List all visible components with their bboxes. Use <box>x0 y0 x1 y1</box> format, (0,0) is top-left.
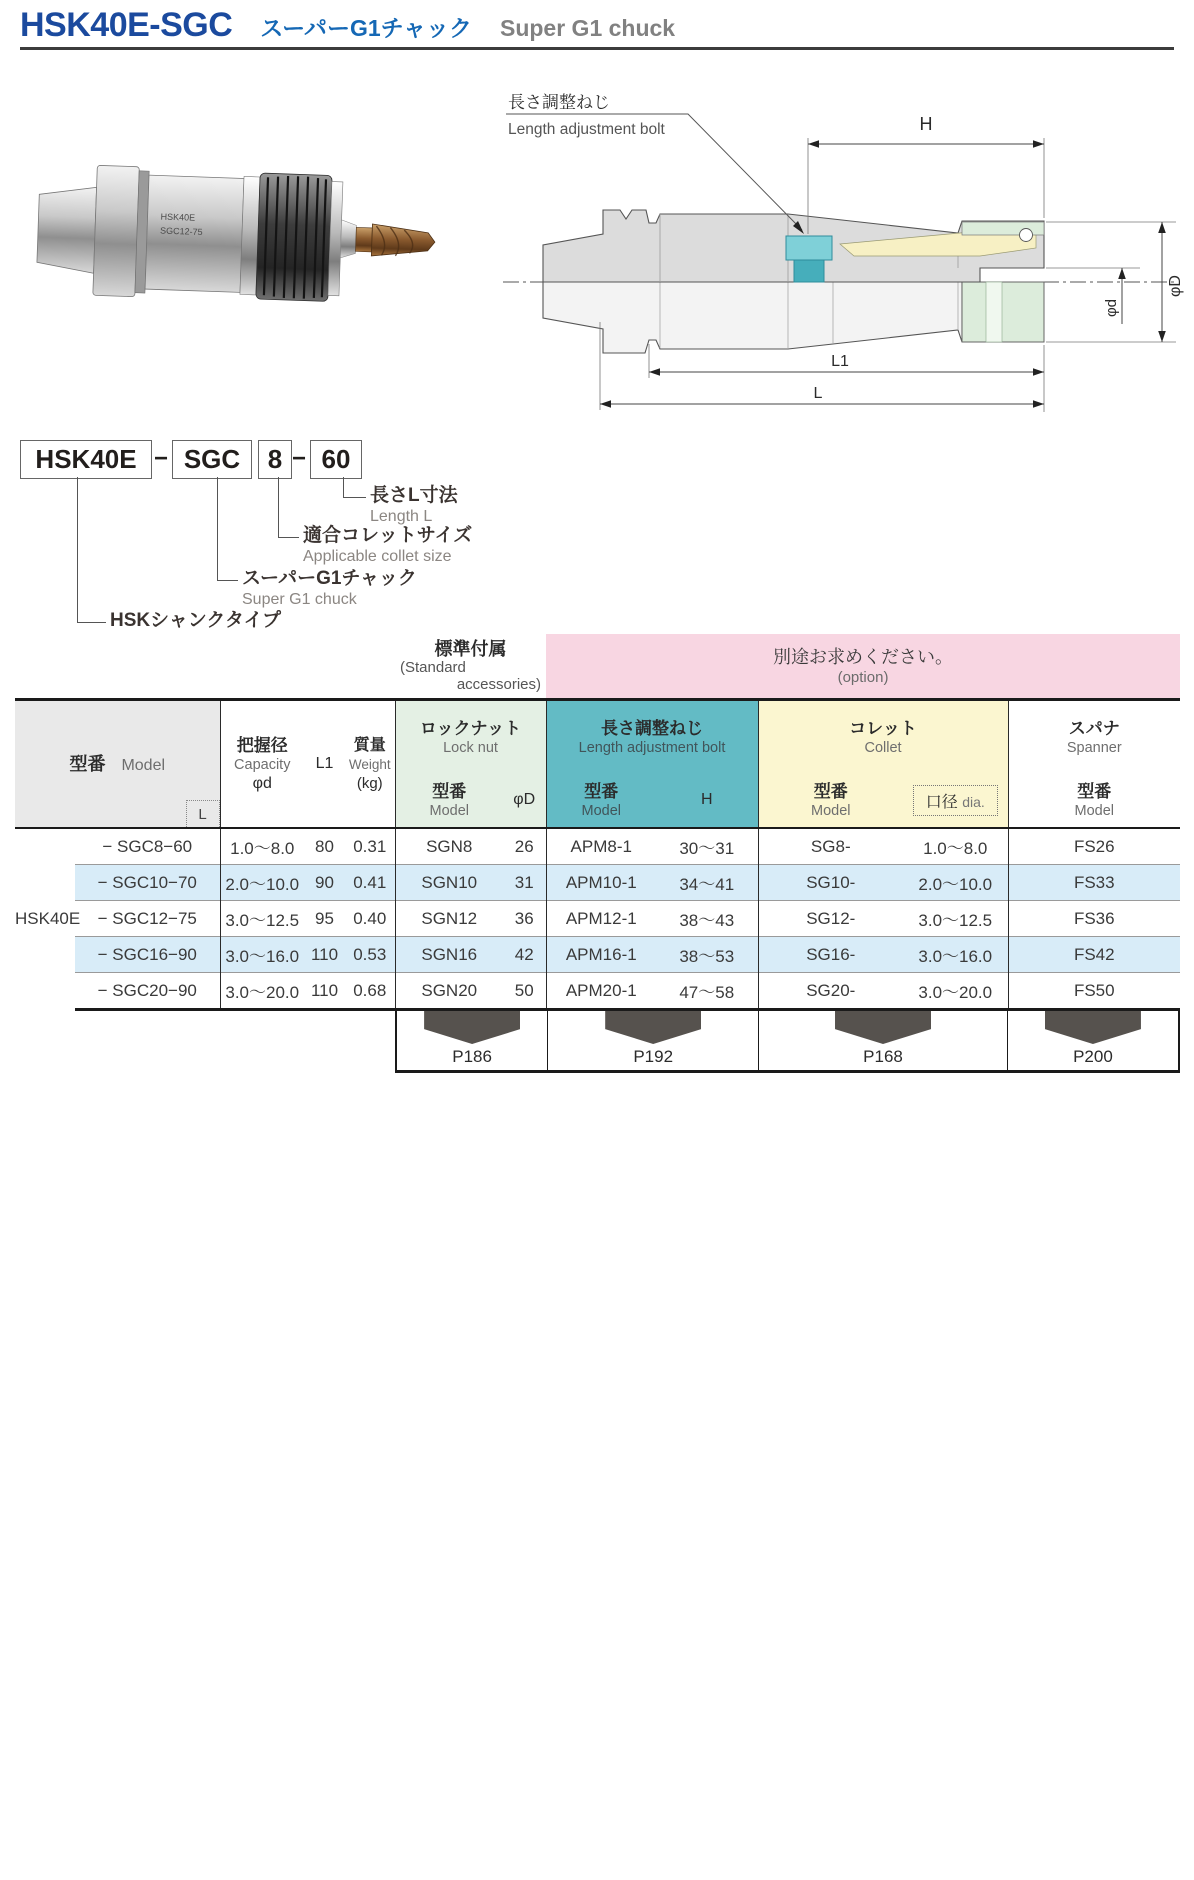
page-title <box>20 6 675 45</box>
l1-header: L1 <box>315 755 334 772</box>
phiD-cell: 26 <box>503 828 546 865</box>
h-cell: 47～58 <box>656 973 758 1010</box>
phiD-cell: 50 <box>503 973 546 1010</box>
l1-cell: 95 <box>304 901 345 937</box>
group-header-adjust-bolt <box>546 700 758 774</box>
collet-header-en: Collet <box>864 739 902 756</box>
dia-cell: 3.0～12.5 <box>903 901 1008 937</box>
order-separator-2: − <box>291 444 306 472</box>
model-cell: − SGC8−60 <box>75 828 220 865</box>
group-header-row <box>15 700 1180 774</box>
capacity-cell: 3.0～16.0 <box>220 937 304 973</box>
adjust-cell: APM10-1 <box>546 865 656 901</box>
capacity-cell: 2.0～10.0 <box>220 865 304 901</box>
weight-cell: 0.53 <box>345 937 395 973</box>
h-sub-label: H <box>700 791 713 808</box>
table-row <box>15 901 1180 937</box>
page-title-en: Super G1 chuck <box>499 15 676 41</box>
dia-cell: 1.0～8.0 <box>903 828 1008 865</box>
model-header-L-tag: L <box>186 800 220 827</box>
dim-L: L <box>813 385 823 402</box>
h-cell: 38～53 <box>656 937 758 973</box>
dia-tag <box>913 785 998 816</box>
dim-phiD: φD <box>1167 275 1184 297</box>
capacity-header-jp: 把握径 <box>236 735 288 755</box>
callout-length-en: Length L <box>370 508 433 525</box>
adjust-cell: APM12-1 <box>546 901 656 937</box>
spanner-sub-en: Model <box>1074 802 1115 819</box>
adjust-header-jp: 長さ調整ねじ <box>601 718 704 738</box>
model-header-en: Model <box>121 756 166 774</box>
callout-length <box>370 485 458 527</box>
collet-sub-jp: 型番 <box>813 781 848 801</box>
table-row <box>15 937 1180 973</box>
capacity-cell: 3.0～20.0 <box>220 973 304 1010</box>
adjust-cell: APM16-1 <box>546 937 656 973</box>
model-cell: − SGC20−90 <box>75 973 220 1010</box>
header-rule <box>20 47 1174 50</box>
callout-line-series <box>217 477 238 581</box>
adjust-sub-en: Model <box>581 802 622 819</box>
model-cell: − SGC16−90 <box>75 937 220 973</box>
collet-cell: SG20- <box>758 973 903 1010</box>
adjust-sub-jp: 型番 <box>584 781 619 801</box>
product-photo <box>20 70 440 370</box>
standard-band-jp: 標準付属 <box>434 639 507 659</box>
weight-cell: 0.68 <box>345 973 395 1010</box>
shank-group-label: HSK40E <box>15 828 75 1010</box>
h-cell: 34～41 <box>656 865 758 901</box>
svg-text:SGC12-75: SGC12-75 <box>159 225 203 238</box>
accessory-band-row <box>15 634 1180 700</box>
l1-cell: 80 <box>304 828 345 865</box>
callout-collet-size-en: Applicable collet size <box>303 548 452 565</box>
weight-cell: 0.41 <box>345 865 395 901</box>
group-header-locknut <box>395 700 546 774</box>
down-arrow-icon <box>424 1011 520 1044</box>
option-band-en: (option) <box>837 668 889 686</box>
weight-header-jp: 質量 <box>353 736 386 754</box>
locknut-sub-en: Model <box>429 802 469 819</box>
page-ref-locknut <box>397 1011 547 1070</box>
col-header-capacity <box>220 700 304 829</box>
band-spacer <box>15 634 395 700</box>
adjust-header-en: Length adjustment bolt <box>578 739 726 756</box>
phiD-sub-label: φD <box>513 791 536 808</box>
callout-collet-size-jp: 適合コレットサイズ <box>303 525 473 546</box>
page-ref-label: P192 <box>633 1047 674 1066</box>
page-ref-collet <box>758 1011 1007 1070</box>
callout-line-collet-size <box>278 477 299 538</box>
option-band <box>546 634 1180 700</box>
col-header-model <box>15 700 220 829</box>
l1-cell: 90 <box>304 865 345 901</box>
subheader-collet-model <box>758 773 903 828</box>
page-title-jp: スーパーG1チャック <box>260 15 472 41</box>
locknut-cell: SGN8 <box>395 828 503 865</box>
collet-header-jp: コレット <box>849 718 917 738</box>
table-row <box>15 865 1180 901</box>
group-header-collet <box>758 700 1008 774</box>
technical-drawing <box>488 72 1188 420</box>
spanner-cell: FS42 <box>1008 937 1180 973</box>
page-reference-strip <box>395 1011 1180 1073</box>
spec-table-area <box>15 634 1180 1073</box>
subheader-locknut-model <box>395 773 503 828</box>
col-header-weight <box>345 700 395 829</box>
dia-tag-en: dia. <box>962 793 985 810</box>
subheader-spanner-model <box>1008 773 1180 828</box>
weight-header-unit: (kg) <box>356 774 383 792</box>
l1-cell: 110 <box>304 973 345 1010</box>
locknut-cell: SGN20 <box>395 973 503 1010</box>
page-ref-label: P186 <box>452 1047 492 1066</box>
subheader-phiD <box>503 773 546 828</box>
col-header-l1 <box>304 700 345 829</box>
order-box-shank: HSK40E <box>20 440 152 479</box>
phiD-cell: 36 <box>503 901 546 937</box>
dia-cell: 3.0～16.0 <box>903 937 1008 973</box>
capacity-cell: 3.0～12.5 <box>220 901 304 937</box>
locknut-cell: SGN10 <box>395 865 503 901</box>
collet-cell: SG8- <box>758 828 903 865</box>
spanner-cell: FS50 <box>1008 973 1180 1010</box>
dia-cell: 3.0～20.0 <box>903 973 1008 1010</box>
down-arrow-icon <box>605 1011 701 1044</box>
order-box-length: 60 <box>310 440 362 479</box>
spanner-sub-jp: 型番 <box>1077 781 1112 801</box>
spanner-cell: FS36 <box>1008 901 1180 937</box>
spanner-cell: FS26 <box>1008 828 1180 865</box>
option-band-jp: 別途お求めください。 <box>773 646 954 667</box>
dia-tag-jp: 口径 <box>925 793 958 811</box>
dim-phid: φd <box>1103 298 1120 318</box>
subheader-adjust-model <box>546 773 656 828</box>
callout-collet-size <box>303 525 472 567</box>
group-header-spanner <box>1008 700 1180 774</box>
standard-band-en1: (Standard <box>400 659 466 676</box>
page-ref-adjust-bolt <box>547 1011 758 1070</box>
standard-band-en2: accessories) <box>456 676 542 693</box>
model-header-jp: 型番 <box>69 753 106 774</box>
order-separator-1: − <box>153 444 168 472</box>
order-box-series: SGC <box>172 440 252 479</box>
locknut-cell: SGN12 <box>395 901 503 937</box>
svg-text:HSK40E: HSK40E <box>160 211 196 223</box>
bolt-callout-en: Length adjustment bolt <box>508 121 665 138</box>
callout-series-jp: スーパーG1チャック <box>242 568 417 589</box>
spanner-header-en: Spanner <box>1066 739 1122 756</box>
page-title-model: HSK40E-SGC <box>20 6 233 44</box>
callout-shank-jp: HSKシャンクタイプ <box>110 610 282 631</box>
spanner-header-jp: スパナ <box>1068 718 1120 738</box>
weight-cell: 0.31 <box>345 828 395 865</box>
collet-cell: SG12- <box>758 901 903 937</box>
collet-cell: SG16- <box>758 937 903 973</box>
callout-series-en: Super G1 chuck <box>242 591 357 608</box>
dim-L1: L1 <box>831 353 849 370</box>
callout-line-length <box>343 477 366 498</box>
page-ref-label: P168 <box>863 1047 903 1066</box>
adjust-cell: APM20-1 <box>546 973 656 1010</box>
dim-H: H <box>919 114 933 134</box>
weight-header-en: Weight <box>348 756 391 772</box>
subheader-dia <box>903 773 1008 828</box>
l1-cell: 110 <box>304 937 345 973</box>
locknut-header-jp: ロックナット <box>419 718 522 738</box>
weight-cell: 0.40 <box>345 901 395 937</box>
capacity-header-sym: φd <box>252 774 272 792</box>
spec-table <box>15 634 1180 1011</box>
page-ref-spanner <box>1007 1011 1178 1070</box>
order-box-collet-size: 8 <box>258 440 292 479</box>
phiD-cell: 31 <box>503 865 546 901</box>
subheader-H <box>656 773 758 828</box>
model-cell: − SGC12−75 <box>75 901 220 937</box>
collet-cell: SG10- <box>758 865 903 901</box>
locknut-cell: SGN16 <box>395 937 503 973</box>
phiD-cell: 42 <box>503 937 546 973</box>
capacity-cell: 1.0～8.0 <box>220 828 304 865</box>
bolt-callout-jp: 長さ調整ねじ <box>508 93 610 112</box>
callout-length-jp: 長さL寸法 <box>370 485 458 506</box>
callout-line-shank <box>77 477 106 623</box>
down-arrow-icon <box>835 1011 931 1044</box>
h-cell: 38～43 <box>656 901 758 937</box>
collet-sub-en: Model <box>811 802 851 819</box>
page-ref-label: P200 <box>1073 1047 1113 1066</box>
dia-cell: 2.0～10.0 <box>903 865 1008 901</box>
down-arrow-icon <box>1045 1011 1141 1044</box>
model-cell: − SGC10−70 <box>75 865 220 901</box>
standard-accessories-band <box>395 634 546 700</box>
adjust-cell: APM8-1 <box>546 828 656 865</box>
table-row <box>15 973 1180 1010</box>
callout-series <box>242 568 417 610</box>
locknut-header-en: Lock nut <box>443 739 498 756</box>
table-row <box>15 828 1180 865</box>
capacity-header-en: Capacity <box>234 756 291 773</box>
locknut-sub-jp: 型番 <box>432 781 467 801</box>
spanner-cell: FS33 <box>1008 865 1180 901</box>
h-cell: 30～31 <box>656 828 758 865</box>
